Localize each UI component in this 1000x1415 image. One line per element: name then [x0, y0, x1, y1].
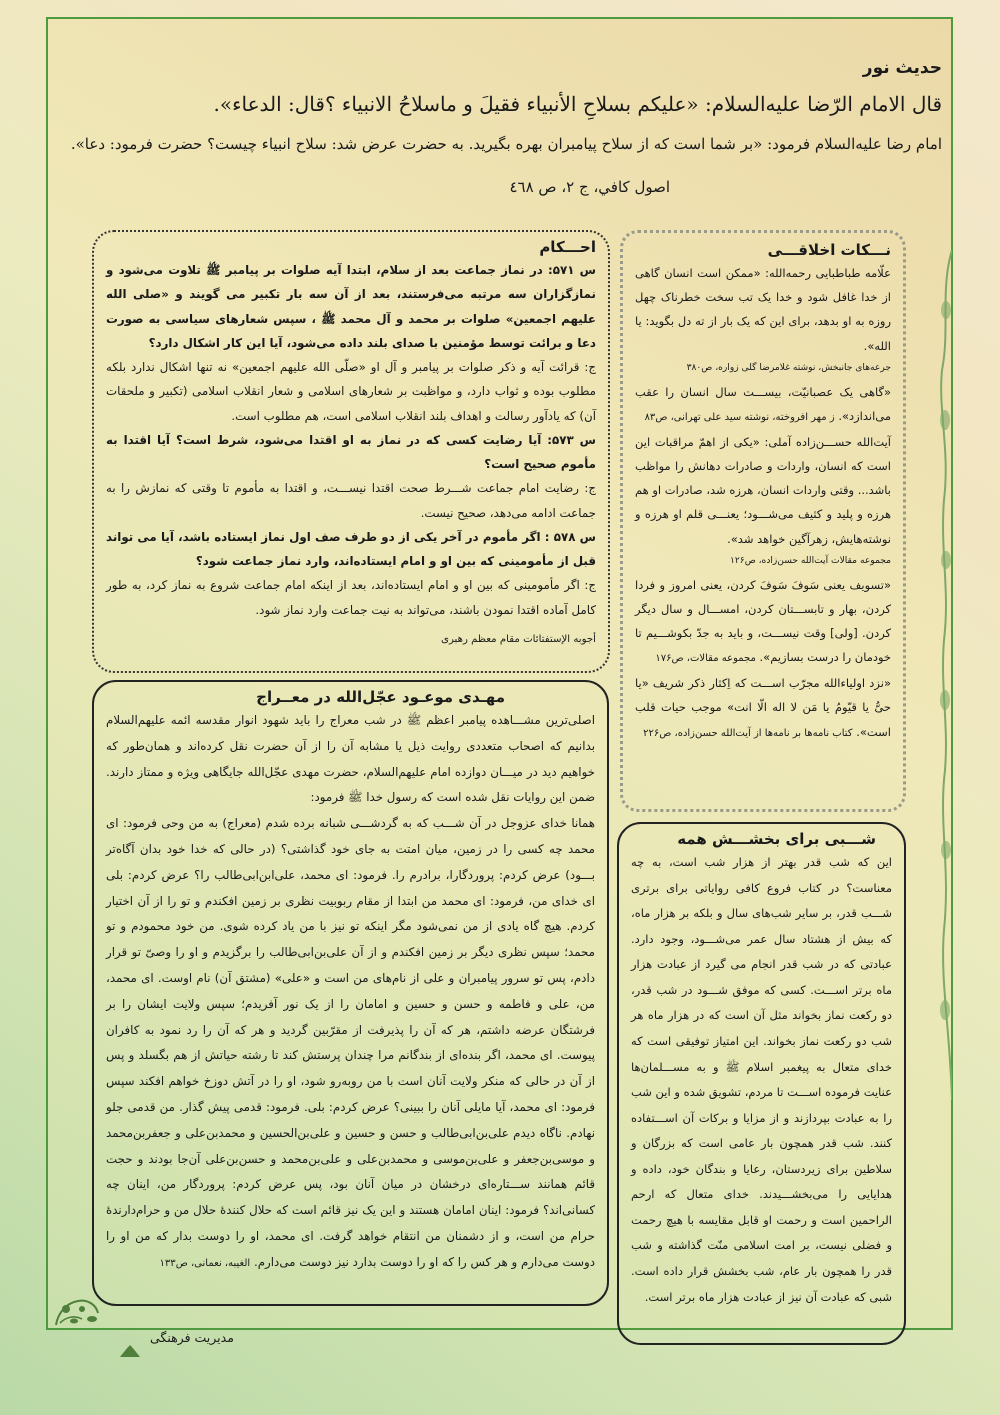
ethical-note	[635, 380, 891, 430]
ahkam-source: أجوبه الإستفتائات مقام معظم رهبری	[440, 633, 596, 645]
vine-ornament-icon	[938, 250, 952, 1100]
ethical-note	[635, 430, 891, 551]
fleuron-icon	[118, 1344, 142, 1358]
note-citation: ز مهر افروخته، نوشته سید علی تهرانی، ص۸۳	[644, 411, 835, 423]
mahdi-citation: الغیبه، نعمانی، ص۱۳۳	[159, 1257, 251, 1269]
footer-credit: مدیریت فرهنگی	[150, 1330, 234, 1345]
hadith-source: اصول كافي، ج ٢، ص ٤٦٨	[509, 178, 670, 196]
note-text: آیت‌الله حســـن‌زاده آملی: «یکی از اهمّ مراقبات این است که انسان، واردات و صادرات دهانش را مواظب باشد... وقتی واردات انسان، هرزه شد، صادرات او هم هرزه و پلید و کثیف می‌شـــود؛ یعنـــی قلم او هرزه و نوشته‌هایش، زهرآگین خواهد شد».	[635, 434, 891, 546]
floral-corner-icon	[52, 1295, 102, 1329]
ethical-notes-box	[620, 230, 906, 812]
night-of-forgiveness-box	[617, 822, 906, 1345]
section-label-hadith: حدیث نور	[862, 58, 942, 78]
ethical-notes-title: نـــکات اخلاقـــی	[767, 241, 891, 259]
mahdi-paragraph	[106, 811, 595, 1276]
ahkam-answer: ج: رضایت امام جماعت شـــرط صحت اقتدا نیســـت، و اقتدا به مأموم تا وقتی که نمازش را به جماعت ادامه می‌دهد، صحیح نیست.	[106, 481, 596, 520]
night-of-forgiveness-text: این که شب قدر بهتر از هزار شب است، به چه معناست؟ در کتاب فروع کافی روایاتی برای برتری شـــب قدر، بر سایر شب‌های سال و بلکه بر هزار ماه، که بیش از هشتاد سال عمر می‌شـــود، وجود دارد. عبادتی که در شب قدر انجام می گیرد از عبادت هزار ماه برتر اســـت. کسی که موفق شـــود در شب قدر، دو رکعت نماز بخواند مثل آن است که در هزار ماه هر شب دو رکعت نماز بخواند. این امتیاز توفیقی است که خدای متعال به پیغمبر اسلام ﷺ و به مســـلمان‌ها عنایت فرموده اســـت تا مردم، تشویق شده و این شب را به عبادت بپردازند و از مزایا و برکات آن اســـتفاده کنند. شب قدر همچون بار عامی است که بزرگان و سلاطین برای زیردستان، رعایا و بندگان خود، داده و هدایایی را می‌بخشـــیدند. خدای متعال که ارحم الراحمین است و رحمت او قابل مقایسه با هیچ رحمت و فضلی نیست، بر امت اسلامی منّت گذاشته و شب قدر را همچون بار عام، شب بخشش قرار داده است. شبی که عبادت آن نیز از عبادت هزار ماه برتر است.	[631, 855, 892, 1304]
ahkam-box	[92, 230, 610, 673]
note-text: «گاهی یک عصبانیّت، بیســـت سال انسان را عقب می‌اندازد».	[635, 384, 891, 423]
note-text: «نزد اولیاءالله مجرّب اســـت که اِکثار ذکر شریف «یا حیُّ یا قیّومُ یا مَن لا اله الّا انت» موجب حیات قلب است».	[635, 676, 891, 739]
note-citation: مجموعه مقالات، ص۱۷۶	[655, 653, 756, 665]
mahdi-miraj-box	[92, 680, 609, 1306]
ahkam-question: س ۵۷۳: آیا رضایت کسی که در نماز به او اقتدا می‌شود، شرط است؟ آیا اقتدا به مأموم صحیح است؟	[106, 432, 596, 471]
mahdi-narration: همانا خدای عزوجل در آن شـــب که به گردشـــی شبانه برده شدم (معراج) به من وحی فرمود: ای محمد چه کسی را در زمین، میان امتت به جای خود گذاشتی؟ (در حالی که خدا خود بدان آگاه‌تر بـــود) عرض کردم: پروردگارا، برادرم را. فرمود: ای محمد، علی‌ابن‌ابی‌طالب را؟ عرض کردم: بلی ای خدای من، فرمود: ای محمد من ابتدا از مقام ربوبیت نظری بر زمین افکندم و تو را از آن اختیار کردم. هیچ گاه یادی از من نمی‌شود مگر اینکه تو نیز با من یاد کرده شوی. من خود محمودم و تو محمد؛ سپس نظری دیگر بر زمین افکندم و از آن علی‌بن‌ابی‌طالب را برگزیدم و او را وصیّ تو قرار دادم، پس تو سرور پیامبران و علی از نام‌های من است و «علی» (مشتق آن) نام اوست. ای محمد، من، علی و فاطمه و حسن و حسین و امامان را از یک نور آفریدم؛ سپس ولایت ایشان را بر فرشتگان عرضه داشتم، هر که آن را پذیرفت از مقرّبین گردید و هر که آن را رد نمود به کافران پیوست. ای محمد، اگر بنده‌ای از بندگانم مرا چندان پرستش کند تا رشته حیاتش از هم بگسلد و پس از آن در حالی که منکر ولایت آنان است با من روبه‌رو شود، او را در آتش دوزخ خواهم افکند سپس فرمود: ای محمد، آیا مایلی آنان را ببینی؟ عرض کردم: بلی. فرمود: قدمی پیش گذار. من قدمی جلو نهادم. ناگاه دیدم علی‌بن‌ابی‌طالب و حسن و حسین و علی‌بن‌الحسین و محمدبن‌علی و جعفربن‌محمد و موسی‌بن‌جعفر و علی‌بن‌موسی و محمدبن‌علی و علی‌بن‌محمد و حسن‌بن‌علی آن‌جا بودند و حجت قائم همانند ســـتاره‌ای درخشان در میان آنان بود، پس عرض کردم: پروردگار من، اینان چه کسانی‌اند؟ فرمود: اینان امامان هستند و این یک نیز قائم است که حلال کنندهٔ حلال من و حرام‌دارندهٔ حرام من است، و از دشمنان من انتقام خواهد گرفت. ای محمد، او را دوست بدار که من او را دوست می‌دارم و هر کس را که او را دوست بدارد نیز دوست می‌دارم.	[106, 816, 595, 1269]
night-of-forgiveness-title: شـــبی برای بخشـــش همه	[677, 830, 876, 848]
note-citation: مجموعه مقالات آیت‌الله حسن‌زاده، ص۱۲۶	[730, 555, 891, 566]
note-citation: جرعه‌های جانبخش، نوشته غلامرضا گلی زواره، ص۳۸۰	[686, 362, 891, 373]
note-citation: کتاب نامه‌ها بر نامه‌ها از آیت‌الله حسن‌زاده، ص۲۲۶	[643, 727, 853, 739]
ahkam-answer: ج: اگر مأمومینی که بین او و امام ایستاده‌اند، بعد از اینکه امام جماعت شروع به نماز کرد، به طور کامل آماده اقتدا نمودن باشند، می‌تواند به نیت جماعت وارد نماز شود.	[106, 578, 596, 617]
hadith-arabic-text: قال الامام الرّضا عليه‌السلام: «عليكم بسلاحِ الأنبياء فقيلَ و ماسلاحُ الانبياء ؟قال: الدعاء».	[213, 92, 942, 116]
mahdi-paragraph: اصلی‌ترین مشـــاهده پیامبر اعظم ﷺ در شب معراج را باید شهود انوار مقدسه ائمه علیهم‌السلام بدانیم که اصحاب متعددی روایت ذیل یا مشابه آن را از آن حضرت نقل کرده‌اند و همان‌طور که خواهیم دید در میـــان دوازده امام علیهم‌السلام، حضرت مهدی عجّل‌الله جایگاهی ویژه و ممتاز دارند. ضمن این روایات نقل شده است که رسول خدا ﷺ فرمود:	[106, 713, 595, 805]
ahkam-title: احـــكام	[539, 238, 596, 256]
hadith-persian-translation: امام رضا عليه‌السلام فرمود: «بر شما است كه از سلاح پيامبران بهره بگيريد. به حضرت عرض شد: سلاح انبياء چيست؟ حضرت فرمود: دعا».	[70, 135, 942, 153]
ahkam-answer: ج: قرائت آیه و ذکر صلوات بر پیامبر و آل او «صلّی الله علیهم اجمعین» نه تنها اشکال ندارد بلکه مطلوب بوده و ثواب دارد، و مواظبت بر شعارهای اسلامی و شعار انقلاب اسلامی (تکبیر و ملحقات آن) که یادآور رسالت و اهداف بلند انقلاب اسلامی است، هم مطلوب است.	[106, 360, 596, 423]
mahdi-miraj-title: مهـدی موعـود عجّل‌الله در معــراج	[256, 688, 505, 706]
ahkam-question: س ۵۷۱: در نماز جماعت بعد از سلام، ابتدا آیه صلوات بر پیامبر ﷺ تلاوت می‌شود و نمازگزاران سه مرتبه می‌فرستند، بعد از آن سه بار تکبیر می گویند و «صلی الله علیهم اجمعین» صلوات بر محمد و آل محمد ﷺ ، سپس شعارهای سیاسی به صورت دعا و برائت توسط مؤمنین با صدای بلند داده می‌شود، آیا این کار اشکال دارد؟	[106, 263, 596, 350]
note-text: علّامه طباطبایی رحمه‌الله: «ممکن است انسان گاهی از خدا غافل شود و خدا یک تب سخت خطرناک چهل روزه به او بدهد، برای این که یک بار از ته دل بگوید: یا الله».	[635, 266, 891, 353]
ethical-note	[635, 671, 891, 745]
ahkam-question: س ۵۷۸ : اگر مأموم در آخر یکی از دو طرف صف اول نماز ایستاده باشد، آیا می تواند قبل از مأمومینی که بین او و امام ایستاده‌اند، وارد نماز جماعت شود؟	[106, 529, 596, 568]
ethical-note	[635, 573, 891, 672]
ethical-note	[635, 261, 891, 358]
note-text: «تسویف یعنی سَوفَ سَوفَ کردن، یعنی امروز و فردا کردن، بهار و تابســـتان کردن، امســـال و سال دیگر کردن. [ولی] وقت نیســـت، و باید به جدّ بکوشـــیم تا خودمان را درست بسازیم».	[635, 577, 891, 665]
